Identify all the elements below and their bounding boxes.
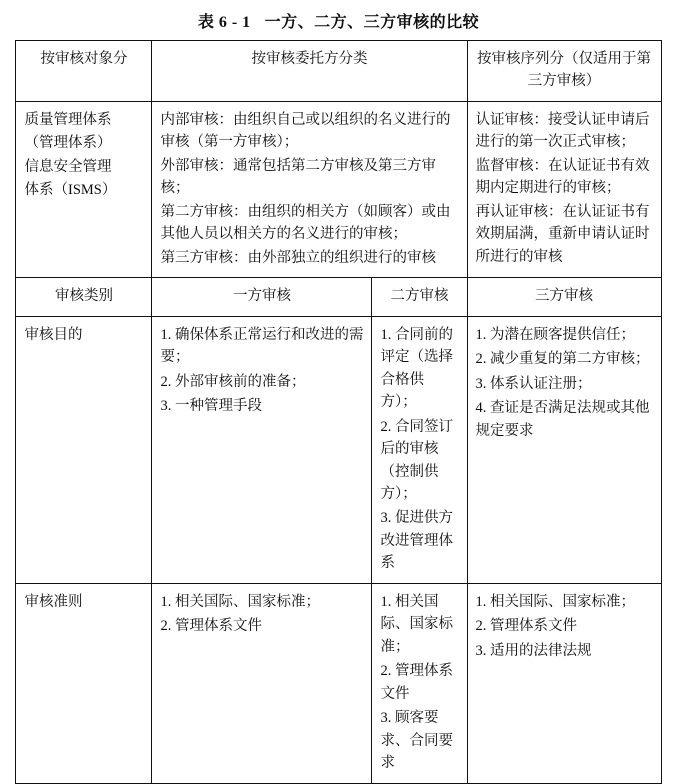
list-item: 2. 管理体系文件 — [160, 618, 262, 635]
subheader-first-party: 一方审核 — [152, 278, 372, 316]
comparison-table — [15, 40, 661, 784]
row-label-audit-category: 审核类别 — [16, 278, 152, 316]
list-item: 2. 管理体系文件 — [475, 618, 577, 635]
row-cell-sequence-classification — [467, 101, 661, 277]
row-label-audit-criteria: 审核准则 — [16, 583, 152, 783]
table-row — [16, 278, 661, 316]
list-item: 1. 相关国际、国家标准； — [380, 593, 453, 655]
table-row — [16, 583, 661, 783]
subheader-third-party: 三方审核 — [467, 278, 661, 316]
cell-purpose-first-party — [152, 316, 372, 583]
paragraph: 外部审核：通常包括第二方审核及第三方审核； — [160, 157, 436, 197]
subheader-second-party: 二方审核 — [372, 278, 467, 316]
row-label-audit-purpose: 审核目的 — [16, 316, 152, 583]
paragraph: 再认证审核：在认证证书有效期届满，重新申请认证时所进行的审核 — [475, 203, 650, 265]
row-label-line: 质量管理体系 — [24, 111, 112, 128]
row-label-line: 体系（ISMS） — [24, 182, 117, 199]
row-label-line: （管理体系） — [24, 135, 112, 152]
cell-purpose-third-party — [467, 316, 661, 583]
table-caption-title: 一方、二方、三方审核的比较 — [264, 14, 480, 31]
paragraph: 第二方审核：由组织的相关方（如顾客）或由其他人员以相关方的名义进行的审核； — [160, 203, 451, 243]
table-row — [16, 101, 661, 277]
list-item: 1. 相关国际、国家标准； — [160, 593, 320, 610]
list-item: 4. 查证是否满足法规或其他规定要求 — [475, 400, 650, 439]
header-col-object: 按审核对象分 — [16, 41, 152, 102]
cell-criteria-third-party — [467, 583, 661, 783]
list-item: 3. 适用的法律法规 — [475, 642, 592, 659]
list-item: 1. 相关国际、国家标准； — [475, 593, 635, 610]
list-item: 2. 合同签订后的审核（控制供方）； — [380, 418, 453, 502]
header-col-sequence: 按审核序列分（仅适用于第三方审核） — [467, 41, 661, 102]
list-item: 1. 为潜在顾客提供信任； — [475, 326, 635, 343]
list-item: 2. 管理体系文件 — [380, 663, 453, 702]
list-item: 3. 促进供方改进管理体系 — [380, 510, 453, 572]
paragraph: 认证审核：接受认证申请后进行的第一次正式审核； — [475, 111, 650, 151]
list-item: 1. 合同前的评定（选择合格供方）； — [380, 326, 453, 411]
table-caption — [0, 0, 677, 40]
header-col-client: 按审核委托方分类 — [152, 41, 467, 102]
cell-criteria-first-party — [152, 583, 372, 783]
paragraph: 内部审核：由组织自己或以组织的名义进行的审核（第一方审核）； — [160, 111, 451, 151]
row-cell-client-classification — [152, 101, 467, 277]
paragraph: 监督审核：在认证证书有效期内定期进行的审核； — [475, 157, 650, 197]
list-item: 3. 体系认证注册； — [475, 375, 592, 392]
list-item: 3. 顾客要求、合同要求 — [380, 710, 453, 772]
row-label-quality-system — [16, 101, 152, 277]
cell-purpose-second-party — [372, 316, 467, 583]
table-row — [16, 316, 661, 583]
table-header-row — [16, 41, 661, 102]
list-item: 2. 减少重复的第二方审核； — [475, 351, 650, 368]
list-item: 3. 一种管理手段 — [160, 398, 262, 415]
table-caption-number: 表 6 - 1 — [197, 14, 251, 31]
paragraph: 第三方审核：由外部独立的组织进行的审核 — [160, 249, 436, 266]
list-item: 1. 确保体系正常运行和改进的需要； — [160, 326, 364, 366]
list-item: 2. 外部审核前的准备； — [160, 373, 306, 390]
cell-criteria-second-party — [372, 583, 467, 783]
row-label-line: 信息安全管理 — [24, 158, 112, 175]
